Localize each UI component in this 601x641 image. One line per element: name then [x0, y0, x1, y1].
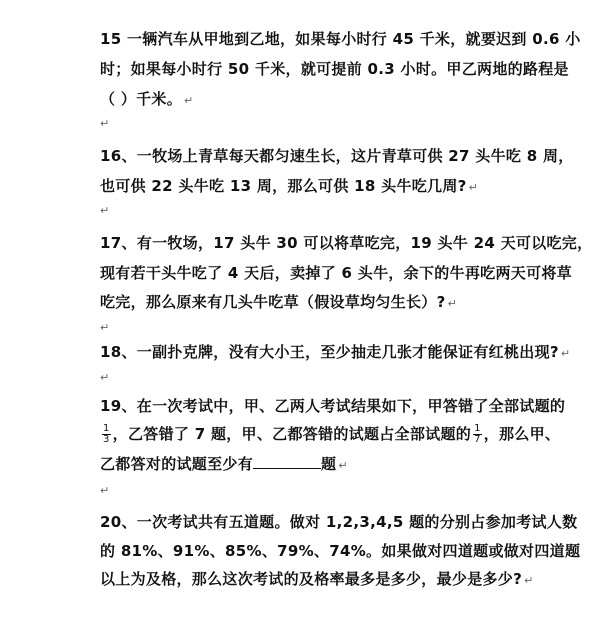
q19-line2-end: ，那么甲、 [483, 425, 561, 443]
q17-line2: 现有若干头牛吃了 4 天后，卖掉了 6 头牛，余下的牛再吃两天可将草 [100, 264, 572, 282]
paragraph-mark-icon: ↵ [100, 371, 110, 384]
q19-line2 [100, 424, 560, 445]
paragraph-mark-icon: ↵ [468, 181, 479, 194]
paragraph-mark-icon: ↵ [100, 117, 110, 130]
q18-line1 [100, 342, 570, 364]
fraction-denominator: 7 [474, 434, 481, 445]
fraction-numerator: 1 [103, 423, 110, 434]
paragraph-mark-icon: ↵ [184, 94, 194, 107]
paragraph-mark-icon: ↵ [524, 574, 534, 587]
q17-line1: 17、有一牧场，17 头牛 30 可以将草吃完，19 头牛 24 天可以吃完， [100, 234, 593, 252]
paragraph-mark-icon: ↵ [560, 347, 571, 360]
q16-line2 [100, 176, 478, 198]
q17-line3 [100, 292, 457, 314]
q20-line3-text: 以上为及格，那么这次考试的及格率最多是多少，最少是多少? [100, 570, 523, 588]
paragraph-mark-icon: ↵ [100, 204, 110, 217]
q19-line3 [100, 454, 348, 476]
q17-line3-text: 吃完，那么原来有几头牛吃草（假设草均匀生长）? [100, 293, 446, 311]
answer-blank [253, 454, 321, 469]
q15-line2: 时；如果每小时行 50 千米，就可提前 0.3 小时。甲乙两地的路程是 [100, 60, 569, 78]
q15-line3-text: （ ）千米。 [100, 90, 183, 108]
q16-line1: 16、一牧场上青草每天都匀速生长，这片青草可供 27 头牛吃 8 周， [100, 147, 574, 165]
fraction-one-third [102, 424, 111, 445]
paragraph-mark-icon: ↵ [338, 459, 348, 472]
q18-line1-text: 18、一副扑克牌，没有大小王，至少抽走几张才能保证有红桃出现? [100, 343, 559, 361]
paragraph-mark-icon: ↵ [100, 321, 110, 334]
paragraph-mark-icon: ↵ [447, 297, 458, 310]
q20-line1: 20、一次考试共有五道题。做对 1,2,3,4,5 题的分别占参加考试人数 [100, 513, 578, 531]
fraction-one-seventh [473, 424, 482, 445]
q20-line2: 的 81%、91%、85%、79%、74%。如果做对四道题或做对四道题 [100, 542, 581, 560]
q19-line3-text: 乙都答对的试题至少有 [100, 455, 254, 473]
paragraph-mark-icon: ↵ [100, 484, 110, 497]
q15-line1: 15 一辆汽车从甲地到乙地，如果每小时行 45 千米，就要迟到 0.6 小 [100, 30, 581, 48]
q19-line2-mid: ，乙答错了 7 题，甲、乙都答错的试题占全部试题的 [112, 425, 472, 443]
fraction-denominator: 3 [103, 434, 110, 445]
q15-line3 [100, 89, 194, 111]
fraction-numerator: 1 [474, 423, 481, 434]
q20-line3 [100, 569, 534, 591]
q19-line3-end: 题 [321, 455, 337, 473]
q19-line1: 19、在一次考试中，甲、乙两人考试结果如下，甲答错了全部试题的 [100, 397, 566, 415]
q16-line2-text: 也可供 22 头牛吃 13 周，那么可供 18 头牛吃几周? [100, 177, 467, 195]
